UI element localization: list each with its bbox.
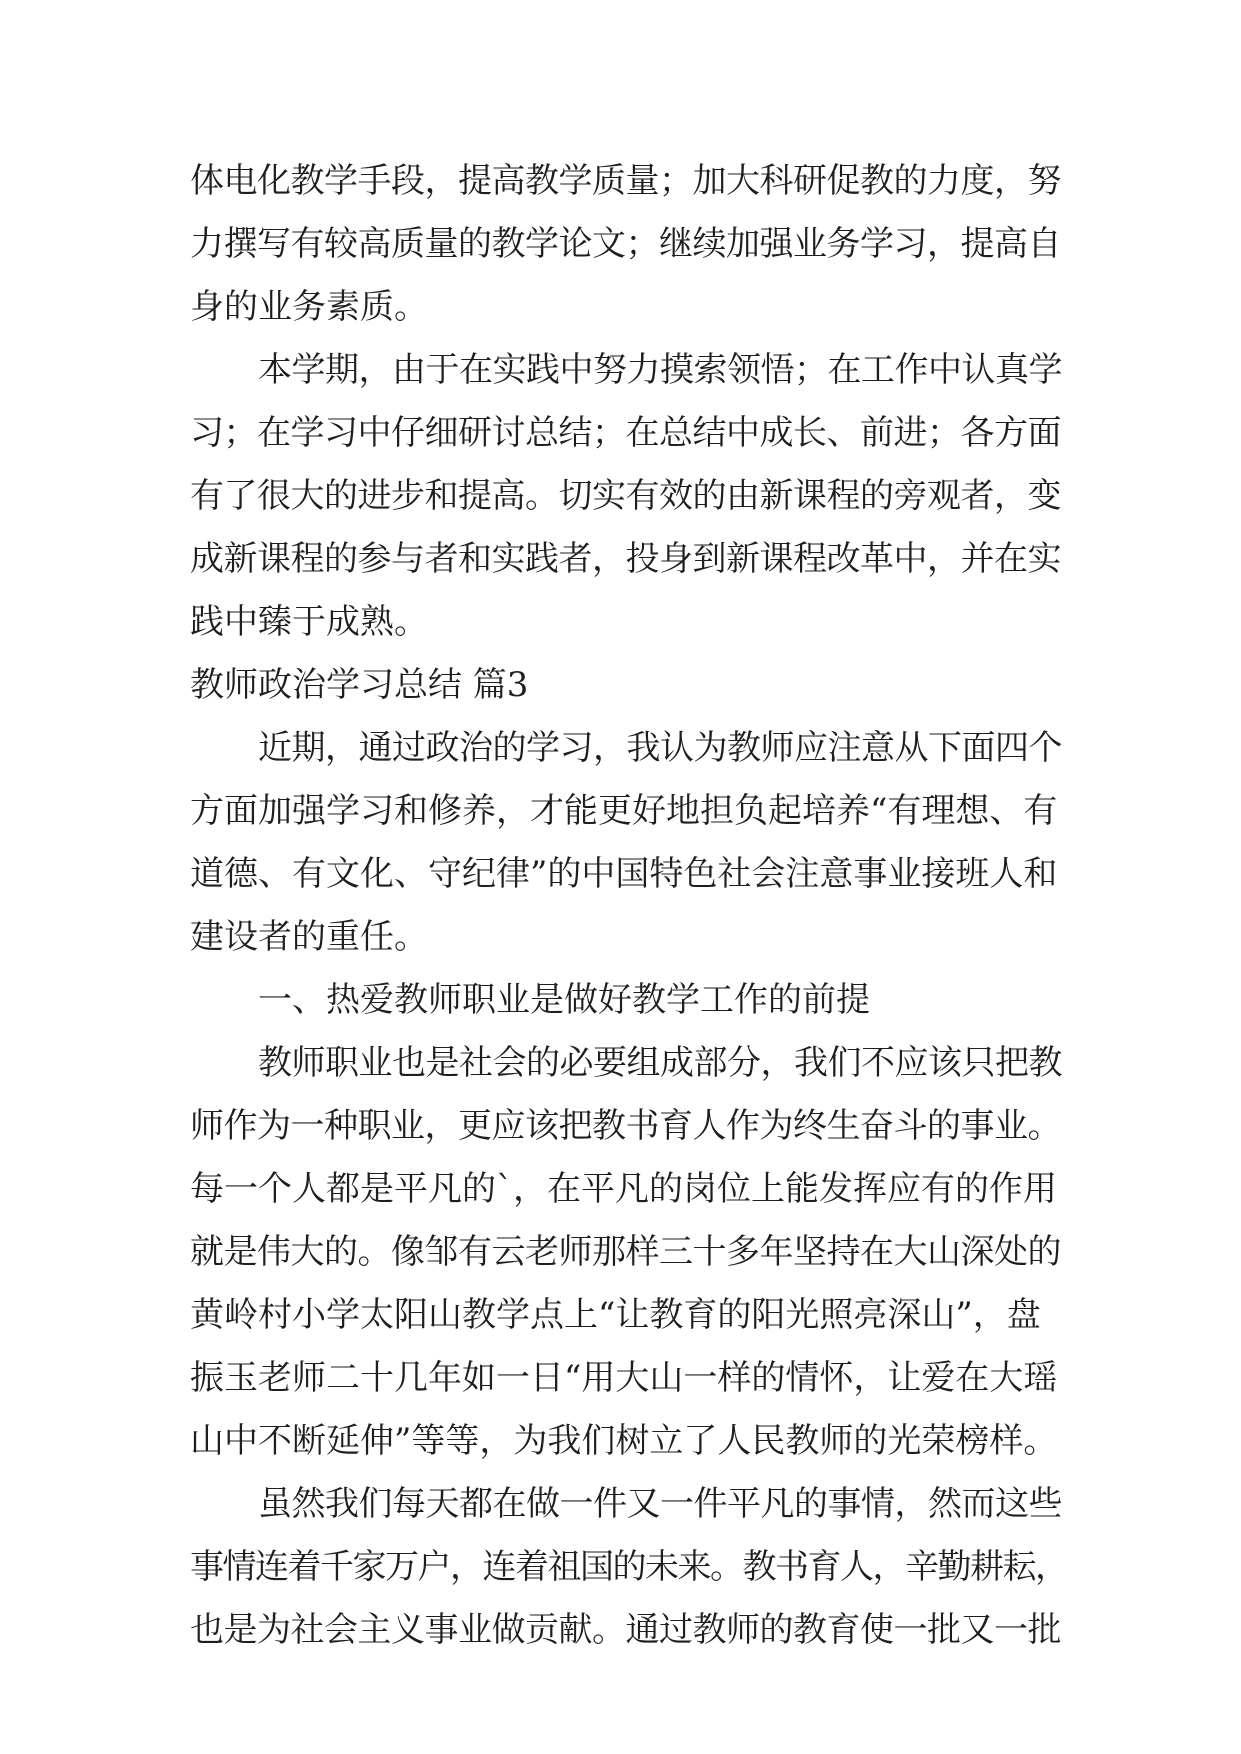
paragraph-line: 身的业务素质。: [190, 287, 428, 327]
paragraph-line: 方面加强学习和修养，才能更好地担负起培养“有理想、有: [190, 791, 1058, 831]
paragraph-line: 建设者的重任。: [190, 917, 428, 957]
paragraph-line: 道德、有文化、守纪律”的中国特色社会注意事业接班人和: [190, 854, 1058, 894]
paragraph-5: [190, 1473, 1070, 1662]
paragraph-line: 振玉老师二十几年如一日“用大山一样的情怀，让爱在大瑶: [190, 1358, 1058, 1398]
paragraph-1: [190, 150, 1070, 339]
paragraph-line: 虽然我们每天都在做一件又一件平凡的事情，然而这些: [258, 1484, 1062, 1524]
document-body: [190, 150, 1070, 1662]
paragraph-line: 师作为一种职业，更应该把教书育人作为终生奋斗的事业。: [190, 1106, 1061, 1146]
section-heading: 教师政治学习总结 篇3: [190, 665, 529, 705]
paragraph-line: 山中不断延伸”等等，为我们树立了人民教师的光荣榜样。: [190, 1421, 1058, 1461]
paragraph-line: 事情连着千家万户，连着祖国的未来。教书育人，辛勤耕耘，: [190, 1547, 1068, 1587]
paragraph-line: 成新课程的参与者和实践者，投身到新课程改革中，并在实: [190, 539, 1061, 579]
paragraph-2: [190, 339, 1070, 654]
paragraph-line: 践中臻于成熟。: [190, 602, 428, 642]
paragraph-4: [190, 1032, 1070, 1473]
paragraph-line: 本学期，由于在实践中努力摸索领悟；在工作中认真学: [258, 350, 1062, 390]
paragraph-line: 有了很大的进步和提高。切实有效的由新课程的旁观者，变: [190, 476, 1061, 516]
paragraph-line: 力撰写有较高质量的教学论文；继续加强业务学习，提高自: [190, 224, 1061, 264]
paragraph-line: 也是为社会主义事业做贡献。通过教师的教育使一批又一批: [190, 1610, 1061, 1650]
paragraph-line: 体电化教学手段，提高教学质量；加大科研促教的力度，努: [190, 161, 1061, 201]
paragraph-line: 习；在学习中仔细研讨总结；在总结中成长、前进；各方面: [190, 413, 1061, 453]
paragraph-line: 每一个人都是平凡的`，在平凡的岗位上能发挥应有的作用: [190, 1169, 1057, 1209]
paragraph-line: 近期，通过政治的学习，我认为教师应注意从下面四个: [258, 728, 1062, 768]
paragraph-line: 就是伟大的。像邹有云老师那样三十多年坚持在大山深处的: [190, 1232, 1061, 1272]
paragraph-line: 教师职业也是社会的必要组成部分，我们不应该只把教: [258, 1043, 1062, 1083]
subheading-1: 一、热爱教师职业是做好教学工作的前提: [258, 980, 870, 1020]
paragraph-line: 黄岭村小学太阳山教学点上“让教育的阳光照亮深山”，盘: [190, 1295, 1041, 1335]
paragraph-3: [190, 717, 1070, 969]
